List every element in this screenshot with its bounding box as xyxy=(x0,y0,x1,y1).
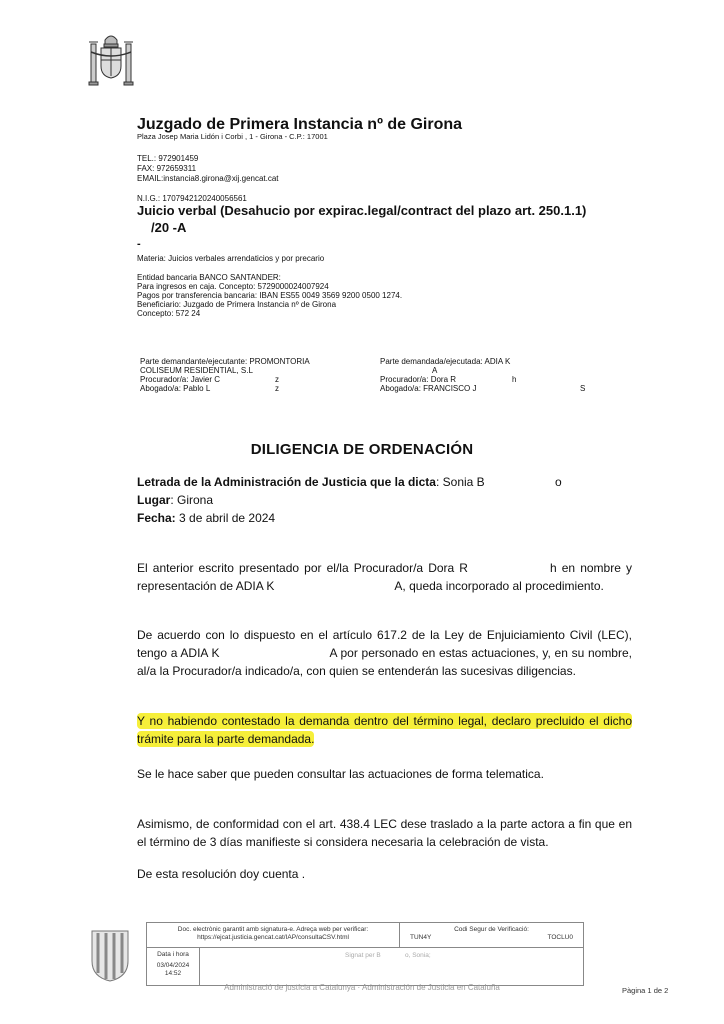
lugar-line xyxy=(137,493,213,507)
letrada-label: Letrada de la Administración de Justicia que la dicta xyxy=(137,475,436,489)
csv-cell xyxy=(400,923,583,948)
p2-part-a: De acuerdo con lo dispuesto en el artículo 617.2 de la Ley de Enjuiciamiento Civil (LEC), tengo a ADIA K xyxy=(137,628,632,660)
fecha-label: Fecha: xyxy=(137,511,176,525)
court-phone: TEL.: 972901459 xyxy=(137,154,199,163)
verification-box xyxy=(146,922,584,986)
procedure-dash: - xyxy=(137,238,141,250)
plaintiff-procurador: Procurador/a: Javier C xyxy=(140,375,221,384)
court-title: Juzgado de Primera Instancia nº de Girona xyxy=(137,116,463,133)
plaintiff-abogado: Abogado/a: Pablo L xyxy=(140,384,211,393)
plaintiff: Parte demandante/ejecutante: PROMONTORIA xyxy=(140,357,310,366)
bank-beneficiary: Beneficiario: Juzgado de Primera Instancia nº de Girona xyxy=(137,300,337,309)
paragraph-incorporation xyxy=(137,559,632,595)
p1-part-b: h en nombre y representación de ADIA K xyxy=(137,561,633,593)
defendant-name-cont: A xyxy=(432,366,438,375)
nig-number: N.I.G.: 1707942120240056561 xyxy=(137,194,247,203)
paragraph-traslado: Asimismo, de conformidad con el art. 438.4 LEC dese traslado a la parte actora a fin que en el término de 3 días manifieste si considera necesaria la celebración de vista. xyxy=(137,817,632,849)
p2-part-b: A por personado en estas actuaciones, y, en su nombre, al/a la Procurador/a indicado/a, con quien se entenderán las sucesivas diligencias. xyxy=(137,646,632,678)
admin-footer: Administració de justícia a Catalunya · Administración de Justicia en Cataluña xyxy=(224,983,500,992)
defendant: Parte demandada/ejecutada: ADIA K xyxy=(380,357,511,366)
bank-entity: Entidad bancaria BANCO SANTANDER: xyxy=(137,273,281,282)
page-number: Pàgina 1 de 2 xyxy=(622,986,669,995)
bank-iban: Pagos por transferencia bancaria: IBAN ES55 0049 3569 9200 0500 1274. xyxy=(137,291,403,300)
date-cell xyxy=(147,948,200,985)
plaintiff-name-cont: COLISEUM RESIDENTIAL, S.L xyxy=(140,366,253,375)
bank-concept: Concepto: 572 24 xyxy=(137,309,201,318)
verify-url[interactable]: https://ejcat.justicia.gencat.cat/IAP/consultaCSV.html xyxy=(197,934,349,941)
csv-code-part2: TOCLU0 xyxy=(547,934,573,941)
defendant-abogado-tail: S xyxy=(580,384,586,393)
signed-by-name: o, Sonia; xyxy=(405,952,431,959)
plaintiff-abogado-tail: z xyxy=(275,384,279,393)
defendant-procurador: Procurador/a: Dora R xyxy=(380,375,457,384)
date-label: Data i hora xyxy=(157,951,189,958)
letrada-line xyxy=(137,475,485,489)
plaintiff-procurador-tail: z xyxy=(275,375,279,384)
procedure-type: Juicio verbal (Desahucio por expirac.legal/contract del plazo art. 250.1.1) xyxy=(137,203,587,218)
procedure-number: /20 -A xyxy=(151,220,187,235)
lugar-label: Lugar xyxy=(137,493,171,507)
letrada-tail: o xyxy=(555,475,562,489)
lugar-value: : Girona xyxy=(170,493,214,507)
court-address: Plaza Josep Maria Lidón i Corbi , 1 - Girona - C.P.: 17001 xyxy=(137,132,328,141)
fecha-line xyxy=(137,511,275,525)
letrada-value: : Sonia B xyxy=(435,475,485,489)
materia: Materia: Juicios verbales arrendaticios y por precario xyxy=(137,254,325,263)
doc-verify-cell xyxy=(147,923,400,948)
defendant-abogado: Abogado/a: FRANCISCO J xyxy=(380,384,477,393)
generalitat-logo-icon xyxy=(88,927,132,983)
signed-by-label: Signat per B xyxy=(345,952,381,959)
p1-part-a: El anterior escrito presentado por el/la Procurador/a Dora R xyxy=(137,561,468,575)
highlighted-text: Y no habiendo contestado la demanda dentro del término legal, declaro precluido el dicho trámite para la parte demandada. xyxy=(137,714,632,746)
doc-verify-text: Doc. electrònic garantit amb signatura-e. Adreça web per verificar: xyxy=(177,926,369,933)
paragraph-closing: De esta resolución doy cuenta . xyxy=(137,867,306,881)
defendant-procurador-tail: h xyxy=(512,375,517,384)
csv-label: Codi Segur de Verificació: xyxy=(454,926,529,933)
paragraph-telematic: Se le hace saber que pueden consultar las actuaciones de forma telematica. xyxy=(137,767,544,781)
date-value: 03/04/2024 xyxy=(156,962,190,969)
court-email: EMAIL:instancia8.girona@xij.gencat.cat xyxy=(137,174,279,183)
paragraph-personado xyxy=(137,626,632,680)
spain-coat-of-arms-icon xyxy=(88,30,134,94)
paragraph-preclusion xyxy=(137,712,632,748)
signature-cell xyxy=(200,948,583,985)
time-value: 14:52 xyxy=(164,970,182,977)
p1-part-c: A, queda incorporado al procedimiento. xyxy=(394,579,604,593)
bank-cash-concept: Para ingresos en caja. Concepto: 5729000024007924 xyxy=(137,282,329,291)
fecha-value: 3 de abril de 2024 xyxy=(175,511,276,525)
document-title: DILIGENCIA DE ORDENACIÓN xyxy=(250,441,474,458)
court-fax: FAX: 972659311 xyxy=(137,164,197,173)
csv-code-part1: TUN4Y xyxy=(410,934,432,941)
